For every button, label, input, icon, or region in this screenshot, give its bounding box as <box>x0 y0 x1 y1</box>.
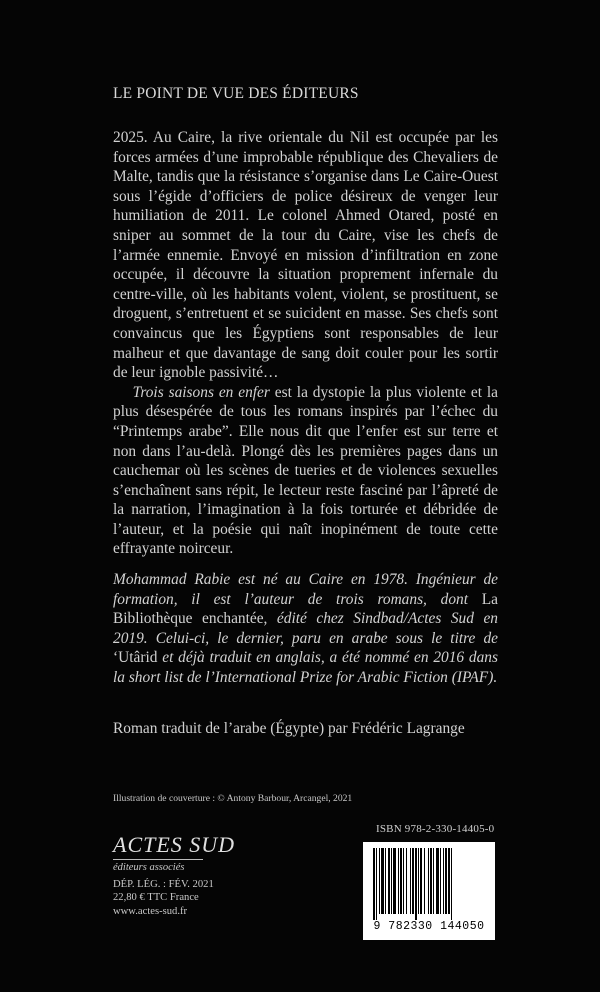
section-heading: LE POINT DE VUE DES ÉDITEURS <box>113 85 359 102</box>
legal-info <box>113 878 214 918</box>
isbn-label: ISBN 978-2-330-14405-0 <box>376 823 495 835</box>
website: www.actes-sud.fr <box>113 905 188 917</box>
publisher-name: ACTES SUD <box>113 832 236 857</box>
bio-book-2: ‘Utârid <box>113 649 158 667</box>
logo-divider <box>113 859 203 860</box>
book-title: Trois saisons en enfer <box>132 383 270 401</box>
bio-text-1: Mohammad Rabie est né au Caire en 1978. Ingénieur de formation, il est l’auteur de trois romans, dont <box>113 571 498 608</box>
barcode-icon <box>373 848 485 920</box>
publisher-subtitle: éditeurs associés <box>113 862 185 873</box>
barcode <box>363 842 495 940</box>
book-summary <box>113 128 498 559</box>
translation-credit: Roman traduit de l’arabe (Égypte) par Frédéric Lagrange <box>113 720 465 737</box>
summary-paragraph-1: 2025. Au Caire, la rive orientale du Nil est occupée par les forces armées d’une improbable république des Chevaliers de Malte, tandis que la résistance s’organise dans Le Caire-Ouest sous l’égide d’officiers de police désireux de venger leur humiliation de 2011. Le colonel Ahmed Otared, posté en sniper au sommet de la tour du Caire, vise les chefs de l’armée ennemie. Envoyé en mission d’infiltration en zone occupée, il découvre la situation proprement infernale du centre-ville, où les habitants volent, violent, se prostituent, se droguent, s’entretuent et se suicident en masse. Ses chefs sont convaincus que les Égyptiens sont responsables de leur malheur et que davantage de sang doit couler pour les sortir de leur ignoble passivité… <box>113 129 498 382</box>
bio-book-1: La Bibliothèque enchantée, <box>113 590 498 628</box>
bio-text-2: édité chez Sindbad/Actes Sud en 2019. Celui-ci, le dernier, paru en arabe sous le titre de <box>113 610 498 647</box>
publisher-logo <box>113 832 235 873</box>
summary-paragraph-2 <box>113 383 498 559</box>
legal-deposit: DÉP. LÉG. : FÉV. 2021 <box>113 879 214 890</box>
author-bio <box>113 570 498 688</box>
illustration-credit: Illustration de couverture : © Antony Barbour, Arcangel, 2021 <box>113 793 353 804</box>
summary-paragraph-2-text: est la dystopie la plus violente et la plus désespérée de tous les romans inspirés par l’échec du “Printemps arabe”. Elle nous dit que l’enfer est sur terre et non dans l’au-delà. Plongé dès les premières pages dans un cauchemar où les scènes de tueries et de violences sexuelles s’enchaînent sans répit, le lecteur reste fasciné par l’âpreté de la narration, l’imagination à la fois torturée et débridée de l’auteur, et la poésie qui naît inopinément de toute cette effrayante noirceur. <box>113 383 498 558</box>
bio-text-3: et déjà traduit en anglais, a été nommé en 2016 dans la short list de l’International Prize for Arabic Fiction (IPAF). <box>113 649 498 686</box>
price: 22,80 € TTC France <box>113 892 199 904</box>
barcode-digits: 9 782330 144050 <box>373 920 485 933</box>
